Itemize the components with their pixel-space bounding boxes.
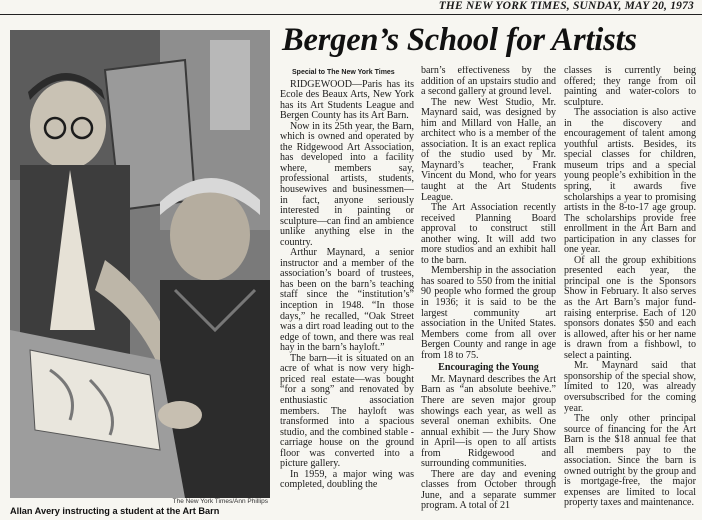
paragraph: The association is also active in the discovery and encouragement of talent among youthful artists. Besides, its special classes for children, museum trips and a special young people’s exhibition in the spring, it awards five scholarships a year to promising artists in the 8-to-17 age group. The scholarships provide free enrollment in the Art Barn and participation in any classes for one year.	[564, 107, 696, 256]
paragraph: barn’s effectiveness by the addition of an upstairs studio and a second gallery at ground level.	[421, 66, 556, 98]
paragraph: The barn—it is situated on an acre of what is now very high-priced real estate—was bought “for a song” and renovated by enthusiastic association members. The hayloft was transformed into a spacious studio, and the combined stable - carriage house on the ground floor was converted into a picture gallery.	[280, 352, 414, 470]
news-photo	[10, 30, 270, 498]
paragraph: Of all the group exhibitions presented each year, the principal one is the Sponsors Show in February. It also serves as the Art Barn’s major fund-raising enterprise. Each of 120 sponsors donates $50 and each is allowed, after his or her name is drawn from a fishbowl, to select a painting.	[564, 254, 696, 361]
headline: Bergen’s School for Artists	[282, 22, 637, 58]
paragraph: Membership in the association has soared to 550 from the initial 90 people who formed the group in 1936; it is said to be the largest community art association in the United States. Members come from all over Bergen County and range in age from 18 to 75.	[421, 265, 556, 361]
photo-caption: Allan Avery instructing a student at the Art Barn	[10, 506, 220, 516]
paragraph: Mr. Maynard said that sponsorship of the special show, limited to 120, was already oversubscribed for the coming year.	[564, 360, 696, 414]
article-column-3	[564, 66, 696, 514]
subheading: Encouraging the Young	[438, 362, 539, 374]
article-column-1	[280, 68, 414, 516]
masthead	[0, 0, 702, 15]
photo-credit: The New York Times/Ann Phillips	[172, 498, 268, 505]
paragraph: The new West Studio, Mr. Maynard said, was designed by him and Millard von Halle, an architect who is a member of the association. It is an exact replica of the studio used by Mr. Maynard’s teacher, Frank Vincent du Mond, who for years taught at the Art Students League.	[421, 96, 556, 203]
paragraph: RIDGEWOOD—Paris has its Ecole des Beaux Arts, New York has its Art Students League and Bergen County has its Art Barn.	[280, 78, 414, 122]
paragraph: Now in its 25th year, the Barn, which is owned and operated by the Ridgewood Art Association, has developed into a facility where, members say, professional artists, students, housewives and businessmen—in fact, anyone seriously interested in painting or sculpture—can find an ambience unlike anything else in the country.	[280, 120, 414, 248]
paragraph: In 1959, a major wing was completed, doubling the	[280, 468, 414, 491]
photo-illustration	[10, 30, 270, 498]
paragraph: The Art Association recently received Planning Board approval to construct still another wing. It will add two more studios and an exhibit hall to the barn.	[421, 202, 556, 266]
paragraph: There are day and evening classes from October through June, and a separate summer program. A total of 21	[421, 468, 556, 512]
paragraph: Arthur Maynard, a senior instructor and a member of the association’s board of trustees, has been on the barn’s teaching staff since the “institution’s” inception in 1948. “In those days,” he recalled, “Oak Street was a dirt road leading out to the edge of town, and there was real hay in the barn’s hayloft.”	[280, 247, 414, 354]
byline: Special to The New York Times	[292, 69, 395, 76]
paragraph: Mr. Maynard describes the Art Barn as “an absolute beehive.” There are seven major group showings each year, as well as several oneman exhibits. One annual exhibit — the Jury Show in April—is open to all artists from Ridgewood and surrounding communities.	[421, 373, 556, 470]
paragraph: The only other principal source of financing for the Art Barn is the $18 annual fee that all members pay to the association. Since the barn is owned outright by the group and is mortgage-free, the major expenses are limited to local property taxes and maintenance.	[564, 413, 696, 509]
masthead-text: THE NEW YORK TIMES, SUNDAY, MAY 20, 1973	[438, 0, 694, 12]
article-column-2	[421, 66, 556, 514]
paragraph: classes is currently being offered; they range from oil painting and water-colors to sculpture.	[564, 66, 696, 108]
